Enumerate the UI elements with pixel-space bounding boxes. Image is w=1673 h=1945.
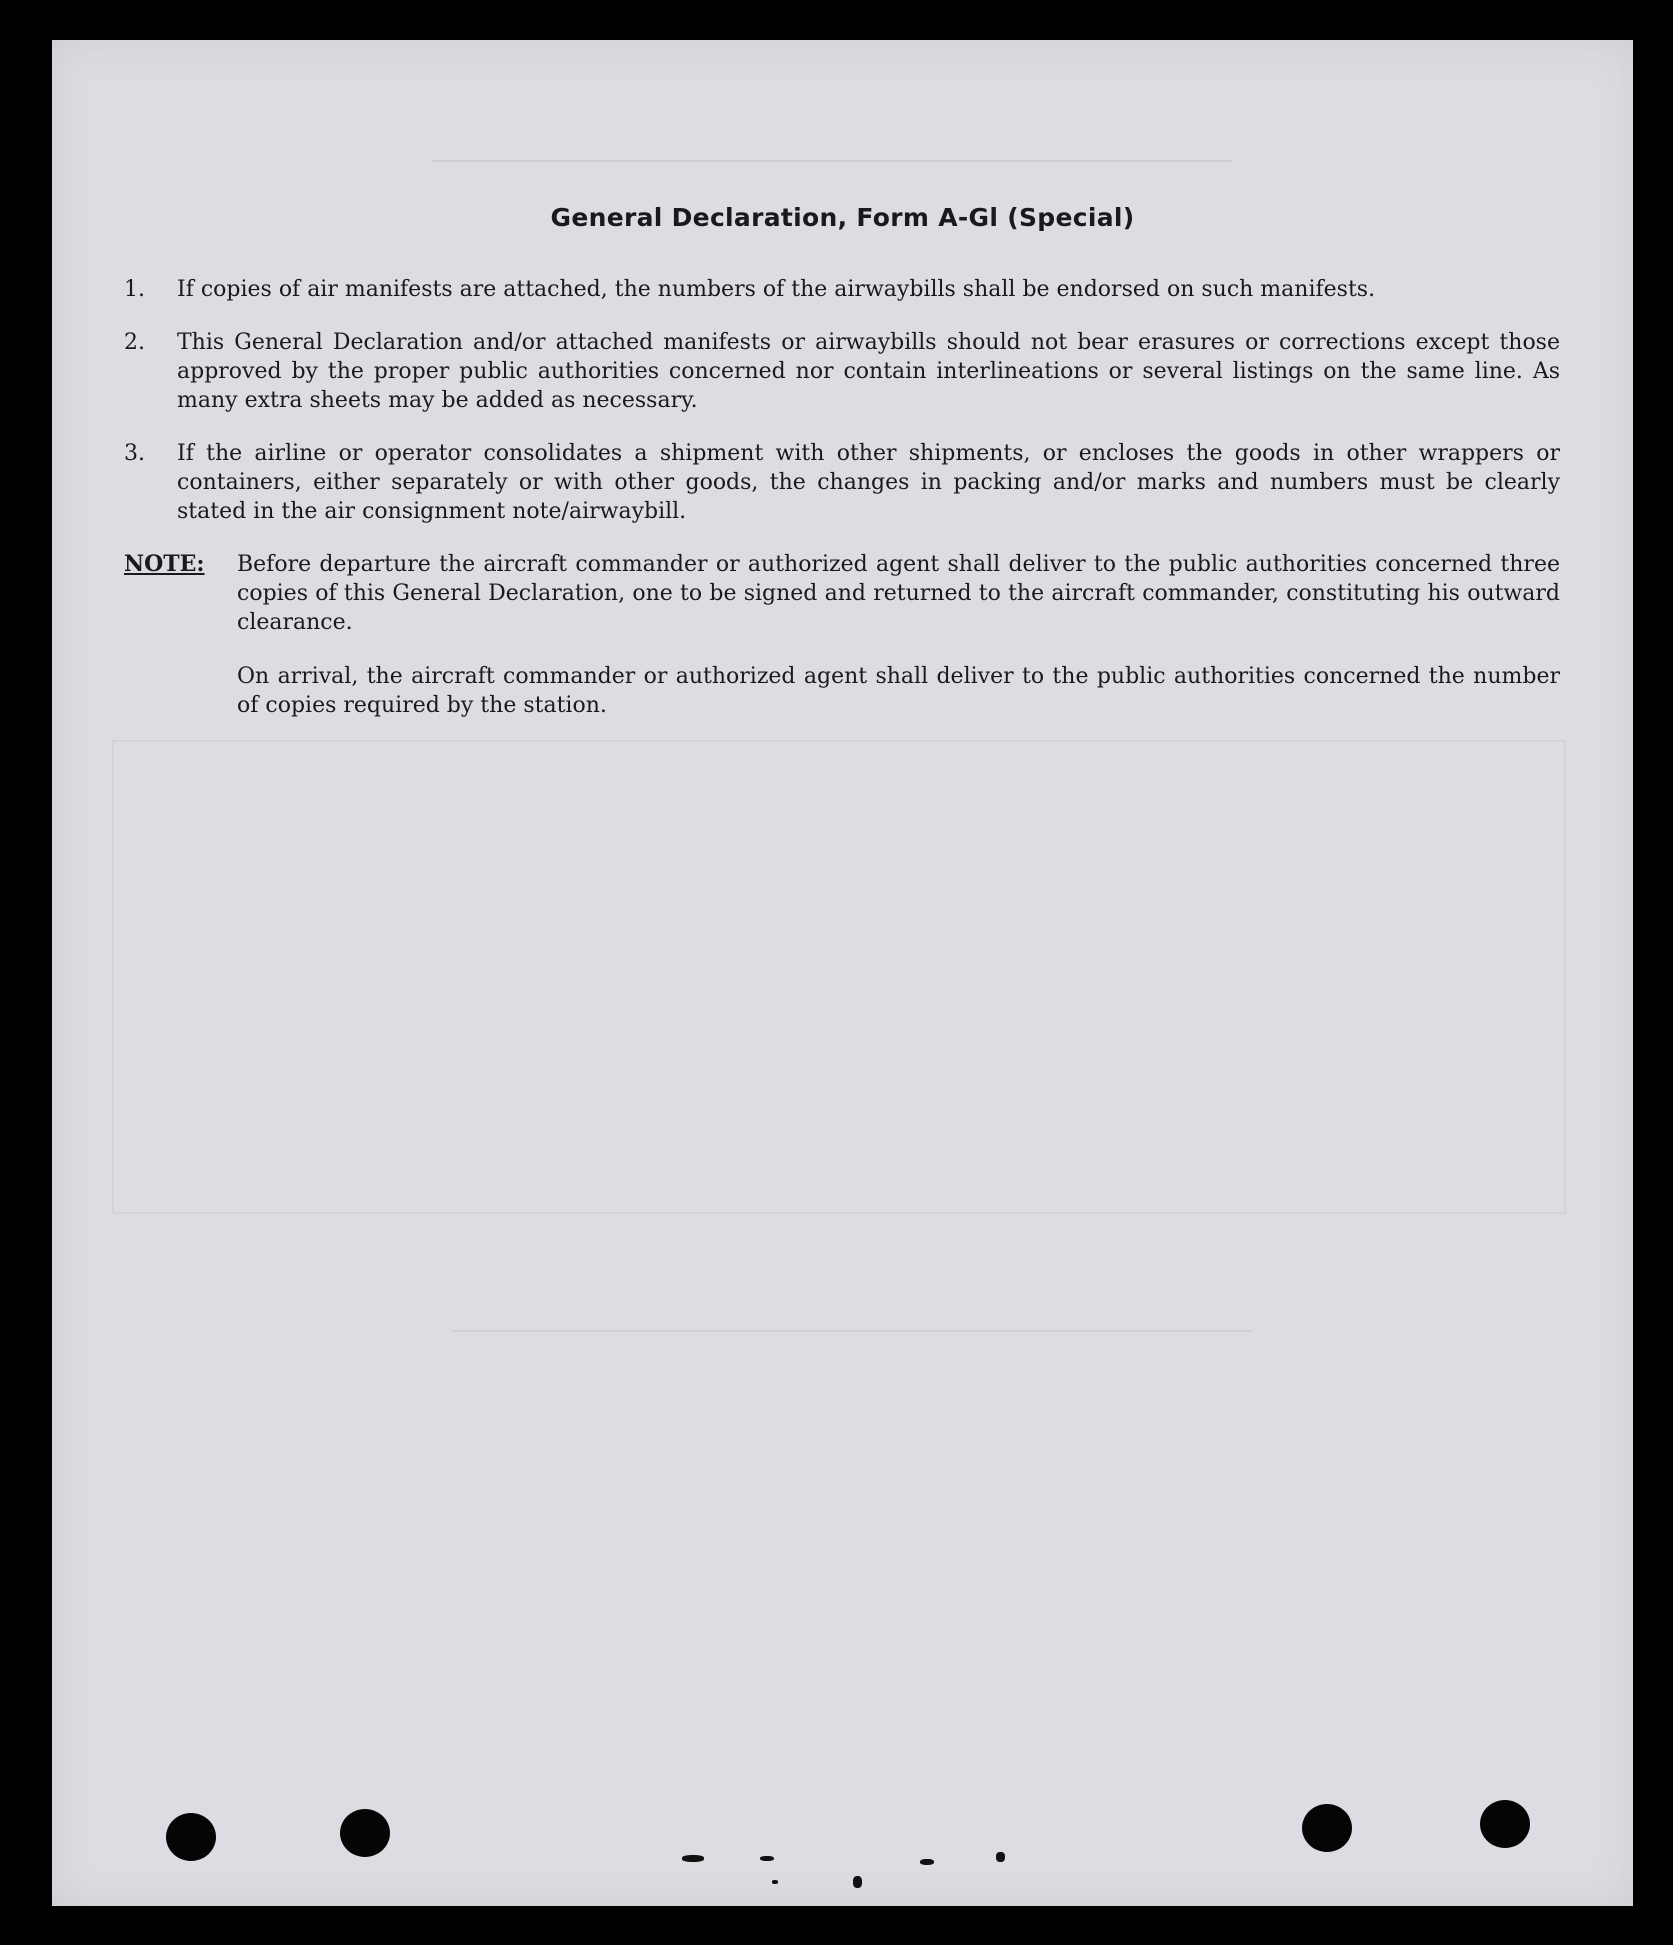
bleed-through-mark: [452, 1330, 1252, 1412]
paper-speck: [920, 1859, 934, 1865]
note-label: NOTE:: [124, 551, 205, 577]
note-paragraph: On arrival, the aircraft commander or authorized agent shall deliver to the public authorities concerned the number of copies required by the station.: [237, 664, 1560, 718]
paper-speck: [853, 1876, 862, 1888]
note-paragraph: Before departure the aircraft commander or authorized agent shall deliver to the public authorities concerned three copies of this General Declaration, one to be signed and returned to the aircraft commander, constituting his outward clearance.: [237, 552, 1560, 635]
paper-speck: [772, 1880, 778, 1884]
punch-hole: [1302, 1804, 1352, 1852]
document-page: [52, 40, 1633, 1906]
item-text: This General Declaration and/or attached manifests or airwaybills should not bear erasures or corrections except those approved by the proper public authorities concerned nor contain interlineations or several listings on the same line. As many extra sheets may be added as necessary.: [177, 330, 1560, 413]
item-number: 3.: [124, 441, 145, 466]
bleed-through-mark: [112, 740, 1566, 1214]
page-title: General Declaration, Form A-Gl (Special): [550, 203, 1135, 232]
item-number: 2.: [124, 330, 145, 355]
item-text: If the airline or operator consolidates a shipment with other shipments, or encloses the goods in other wrappers or containers, either separately or with other goods, the changes in packing and/or marks and numbers must be clearly stated in the air consignment note/airwaybill.: [177, 441, 1560, 524]
list-item: [124, 328, 1560, 415]
item-number: 1.: [124, 277, 145, 302]
item-text: If copies of air manifests are attached, the numbers of the airwaybills shall be endorsed on such manifests.: [177, 277, 1376, 302]
punch-hole: [166, 1813, 216, 1861]
paper-speck: [760, 1856, 774, 1861]
paper-speck: [996, 1852, 1005, 1862]
list-item: [124, 439, 1560, 526]
bleed-through-mark: [432, 160, 1232, 192]
paper-speck: [682, 1855, 704, 1862]
note-section: [124, 550, 1560, 637]
punch-hole: [1480, 1800, 1530, 1848]
punch-hole: [340, 1809, 390, 1857]
list-item: [124, 275, 1560, 304]
